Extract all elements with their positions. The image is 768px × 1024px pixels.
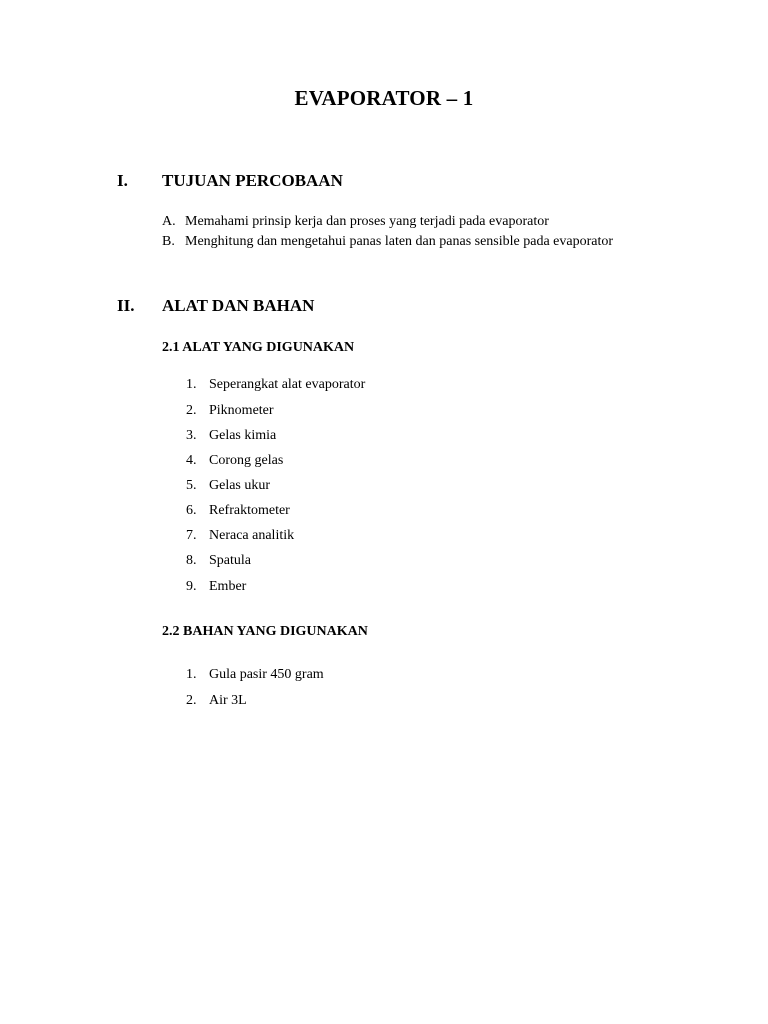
list-text: Gelas kimia bbox=[209, 428, 277, 443]
list-text: Gelas ukur bbox=[209, 478, 271, 493]
list-marker: 3. bbox=[186, 428, 197, 443]
objective-marker: A. bbox=[162, 214, 176, 229]
list-marker: 5. bbox=[186, 478, 197, 493]
list-marker: 1. bbox=[186, 667, 197, 682]
list-text: Spatula bbox=[209, 553, 251, 568]
list-text: Piknometer bbox=[209, 403, 274, 418]
list-marker: 7. bbox=[186, 528, 197, 543]
section-heading-tujuan bbox=[0, 171, 768, 193]
section-number: II. bbox=[117, 296, 135, 315]
list-text: Seperangkat alat evaporator bbox=[209, 377, 366, 392]
objective-text: Menghitung dan mengetahui panas laten dan panas sensible pada evaporator bbox=[185, 234, 614, 249]
list-marker: 4. bbox=[186, 453, 197, 468]
list-marker: 6. bbox=[186, 503, 197, 518]
section-number: I. bbox=[117, 171, 128, 190]
subsection-heading-bahan: 2.2 BAHAN YANG DIGUNAKAN bbox=[162, 624, 368, 639]
objective-marker: B. bbox=[162, 234, 175, 249]
list-marker: 8. bbox=[186, 553, 197, 568]
page-title: EVAPORATOR – 1 bbox=[294, 86, 474, 110]
section-title: TUJUAN PERCOBAAN bbox=[162, 171, 343, 190]
subsection-heading-alat: 2.1 ALAT YANG DIGUNAKAN bbox=[162, 340, 355, 355]
list-text: Corong gelas bbox=[209, 453, 284, 468]
list-text: Refraktometer bbox=[209, 503, 290, 518]
list-text: Ember bbox=[209, 579, 247, 594]
list-marker: 2. bbox=[186, 693, 197, 708]
list-marker: 1. bbox=[186, 377, 197, 392]
list-text: Gula pasir 450 gram bbox=[209, 667, 324, 682]
list-marker: 2. bbox=[186, 403, 197, 418]
objective-text: Memahami prinsip kerja dan proses yang terjadi pada evaporator bbox=[185, 214, 549, 229]
section-heading-alat-bahan bbox=[0, 296, 768, 318]
list-text: Neraca analitik bbox=[209, 528, 295, 543]
section-title: ALAT DAN BAHAN bbox=[162, 296, 315, 315]
list-marker: 9. bbox=[186, 579, 197, 594]
list-text: Air 3L bbox=[209, 693, 247, 708]
